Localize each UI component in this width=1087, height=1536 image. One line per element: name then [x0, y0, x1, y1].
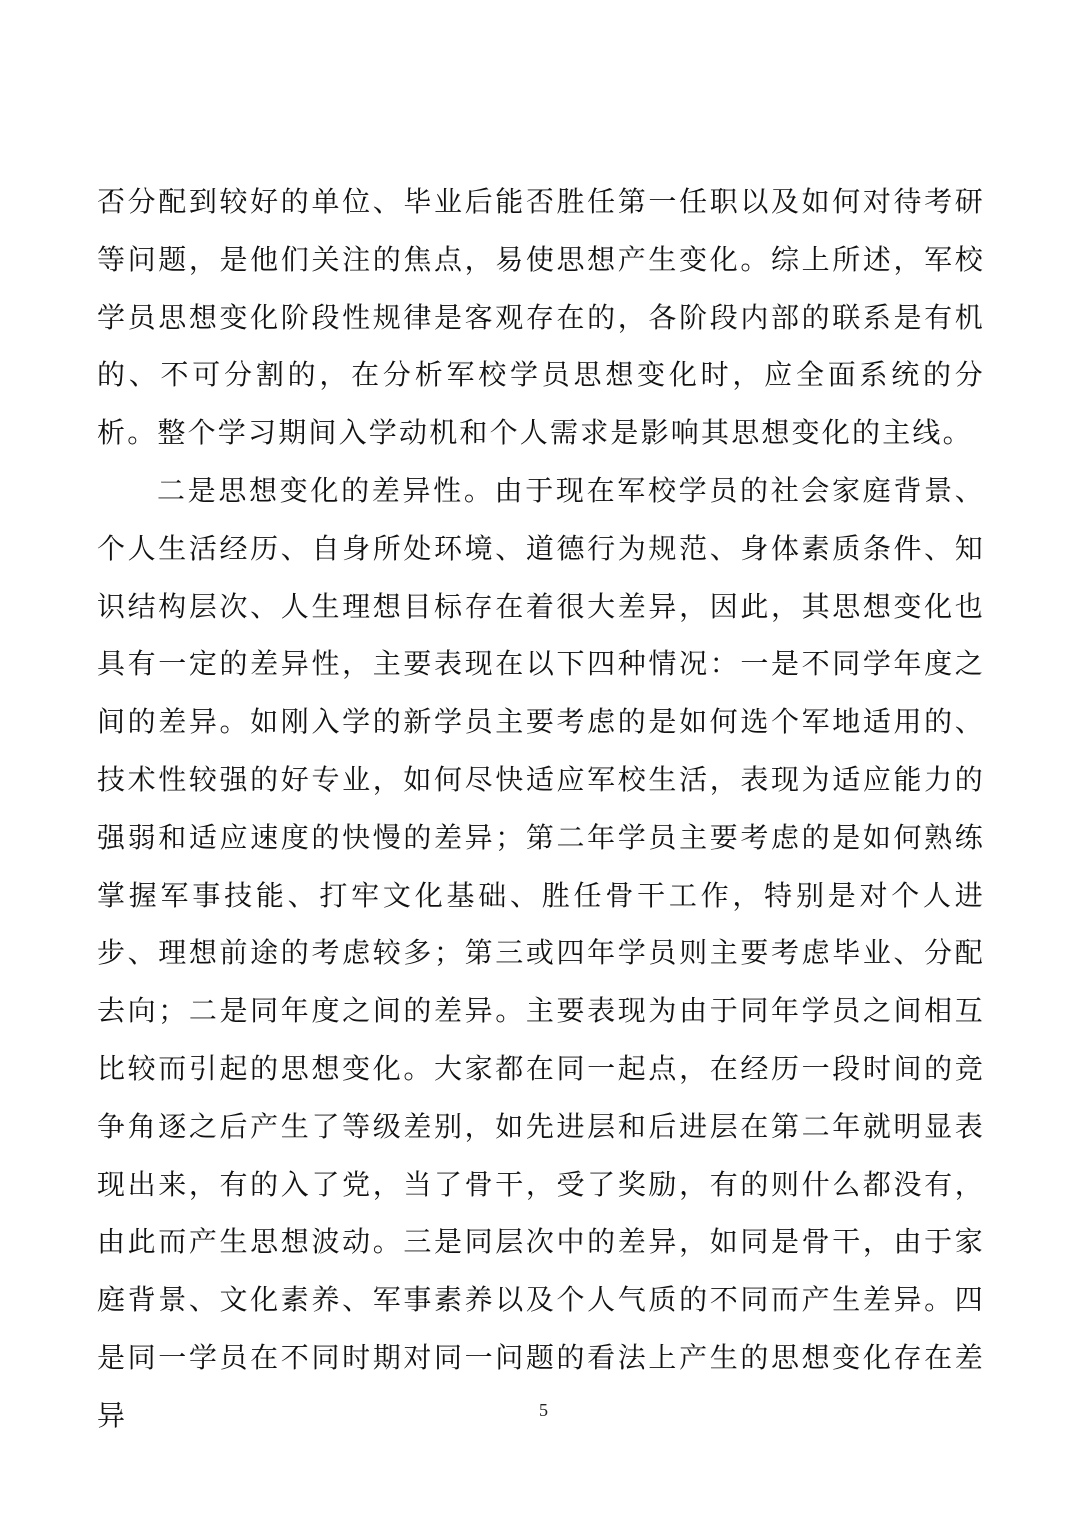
- page-number: 5: [539, 1400, 548, 1420]
- body-text: [97, 173, 985, 1445]
- paragraph-difference: 二是思想变化的差异性。由于现在军校学员的社会家庭背景、个人生活经历、自身所处环境、道德行为规范、身体素质条件、知识结构层次、人生理想目标存在着很大差异，因此，其思想变化也具有一定的差异性，主要表现在以下四种情况：一是不同学年度之间的差异。如刚入学的新学员主要考虑的是如何选个军地适用的、技术性较强的好专业，如何尽快适应军校生活，表现为适应能力的强弱和适应速度的快慢的差异；第二年学员主要考虑的是如何熟练掌握军事技能、打牢文化基础、胜任骨干工作，特别是对个人进步、理想前途的考虑较多；第三或四年学员则主要考虑毕业、分配去向；二是同年度之间的差异。主要表现为由于同年学员之间相互比较而引起的思想变化。大家都在同一起点，在经历一段时间的竞争角逐之后产生了等级差别，如先进层和后进层在第二年就明显表现出来，有的入了党，当了骨干，受了奖励，有的则什么都没有，由此而产生思想波动。三是同层次中的差异，如同是骨干，由于家庭背景、文化素养、军事素养以及个人气质的不同而产生差异。四是同一学员在不同时期对同一问题的看法上产生的思想变化存在差异: [97, 473, 985, 1432]
- paragraph-continuation: 否分配到较好的单位、毕业后能否胜任第一任职以及如何对待考研等问题，是他们关注的焦点，易使思想产生变化。综上所述，军校学员思想变化阶段性规律是客观存在的，各阶段内部的联系是有机的、不可分割的，在分析军校学员思想变化时，应全面系统的分析。整个学习期间入学动机和个人需求是影响其思想变化的主线。: [97, 185, 985, 450]
